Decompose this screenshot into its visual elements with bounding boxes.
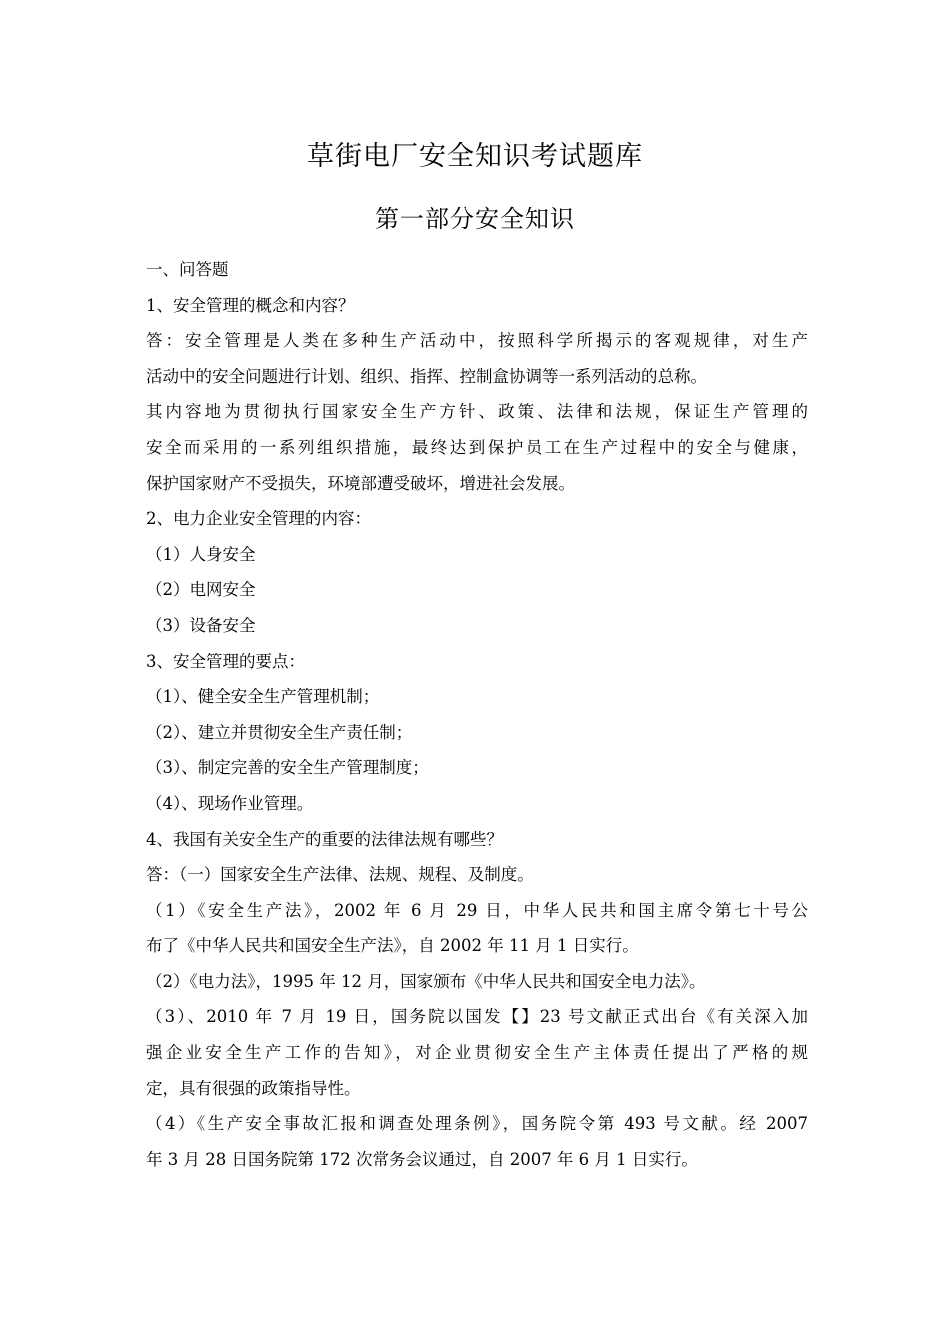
body-line: 1、安全管理的概念和内容？ xyxy=(146,295,355,315)
body-line: 2、电力企业安全管理的内容： xyxy=(146,509,371,529)
document-title: 草街电厂安全知识考试题库 xyxy=(307,141,643,172)
body-line: 活动中的安全问题进行计划、组织、指挥、控制盒协调等一系列活动的总称。 xyxy=(146,366,707,386)
body-line: 答：（一）国家安全生产法律、法规、规程、及制度。 xyxy=(146,865,534,885)
document-body xyxy=(146,252,808,1177)
body-line: 强企业安全生产工作的告知》，对企业贯彻安全生产主体责任提出了严格的规 xyxy=(146,1043,808,1063)
body-line: （2）、建立并贯彻安全生产责任制； xyxy=(146,722,413,742)
body-line: （3）设备安全 xyxy=(146,615,256,635)
body-line: 年 3 月 28 日国务院第 172 次常务会议通过，自 2007 年 6 月 1 日实行。 xyxy=(146,1149,698,1169)
body-line: （4）《生产安全事故汇报和调查处理条例》，国务院令第 493 号文献。经 2007 xyxy=(146,1114,808,1134)
body-line: （4）、现场作业管理。 xyxy=(146,793,314,813)
body-line: （1）、健全安全生产管理机制； xyxy=(146,687,380,707)
body-line: （1）人身安全 xyxy=(146,544,256,564)
body-line: 答：安全管理是人类在多种生产活动中，按照科学所揭示的客观规律，对生产 xyxy=(146,331,808,351)
body-line: （3）、制定完善的安全生产管理制度； xyxy=(146,758,429,778)
body-line: 一、问答题 xyxy=(146,260,229,279)
body-line: 3、安全管理的要点： xyxy=(146,651,305,671)
body-line: 安全而采用的一系列组织措施，最终达到保护员工在生产过程中的安全与健康， xyxy=(146,437,808,457)
body-line: （2）电网安全 xyxy=(146,580,256,600)
body-line: （1）《安全生产法》，2002 年 6 月 29 日，中华人民共和国主席令第七十号公 xyxy=(146,900,808,920)
body-line: 保护国家财产不受损失，环境部遭受破坏，增进社会发展。 xyxy=(146,473,575,493)
body-line: 定，具有很强的政策指导性。 xyxy=(146,1078,361,1098)
body-line: 布了《中华人民共和国安全生产法》，自 2002 年 11 月 1 日实行。 xyxy=(146,936,639,956)
body-line: （2）《电力法》，1995 年 12 月，国家颁布《中华人民共和国安全电力法》。 xyxy=(146,971,706,991)
body-line: （3）、2010 年 7 月 19 日，国务院以国发【】23 号文献正式出台《有关深入加 xyxy=(146,1007,808,1027)
body-line: 其内容地为贯彻执行国家安全生产方针、政策、法律和法规，保证生产管理的 xyxy=(146,402,808,422)
body-line: 4、我国有关安全生产的重要的法律法规有哪些？ xyxy=(146,829,503,849)
section-title: 第一部分安全知识 xyxy=(375,205,575,233)
